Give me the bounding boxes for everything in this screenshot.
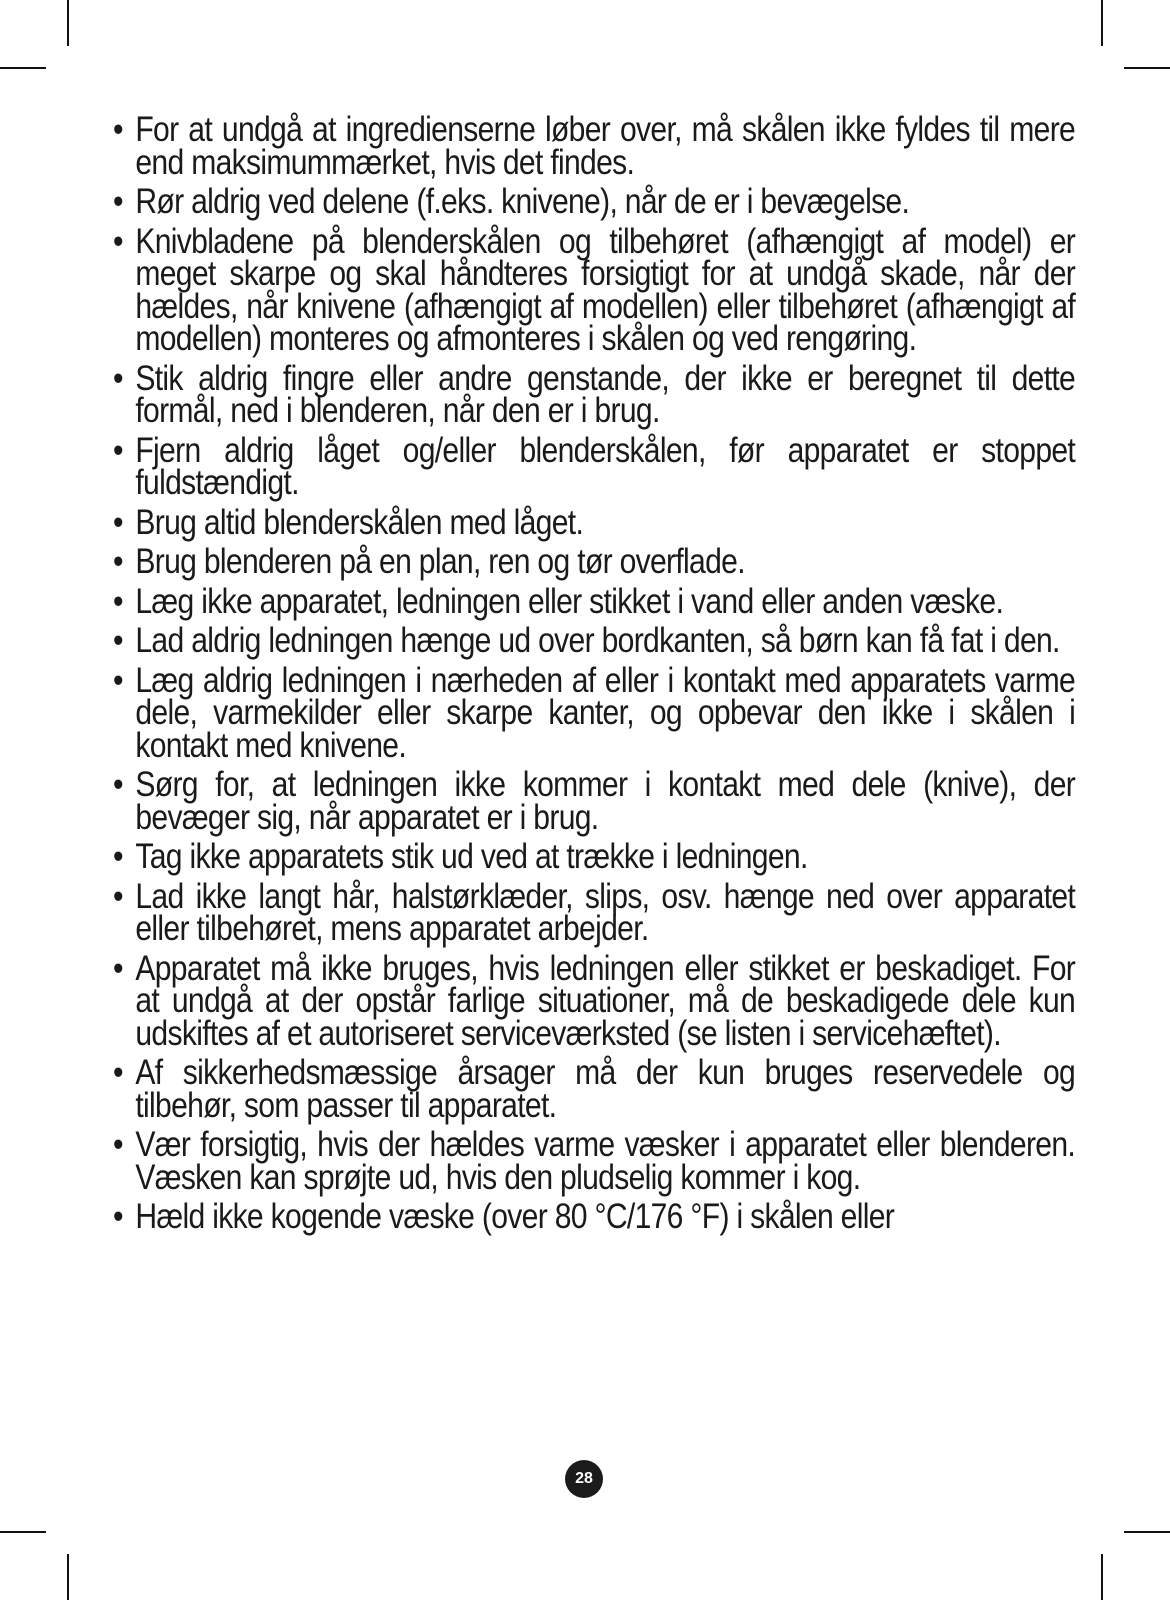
list-item: • Læg aldrig ledningen i nærheden af eller i kontakt med apparatets varme dele, varmekilder eller skarpe kanter, og opbevar den ikke i skålen i kontakt med knivene. [113,665,1075,763]
list-item: • Knivbladene på blenderskålen og tilbehøret (afhængigt af model) er meget skarpe og skal håndteres forsigtigt for at undgå skade, når der hældes, når knivene (afhængigt af modellen) eller tilbehøret (afhængigt af modellen) monteres og afmonteres i skålen og ved rengøring. [113,226,1075,356]
list-item: • Af sikkerhedsmæssige årsager må der kun bruges reservedele og tilbehør, som passer til apparatet. [113,1057,1075,1122]
list-item: • Apparatet må ikke bruges, hvis ledningen eller stikket er beskadiget. For at undgå at der opstår farlige situationer, må de beskadigede dele kun udskiftes af et autoriseret serviceværksted (se listen i servicehæftet). [113,953,1075,1051]
crop-mark-bottom-right-vertical [1101,1554,1103,1600]
list-item: • For at undgå at ingredienserne løber over, må skålen ikke fyldes til mere end maksimummærket, hvis det findes. [113,114,1075,179]
crop-mark-top-left-horizontal [0,67,46,69]
list-item: • Brug blenderen på en plan, ren og tør overflade. [113,546,1075,579]
crop-mark-bottom-left-vertical [67,1554,69,1600]
list-item: • Hæld ikke kogende væske (over 80 °C/176 °F) i skålen eller [113,1201,1075,1234]
list-item: • Tag ikke apparatets stik ud ved at trække i ledningen. [113,841,1075,874]
list-item: • Lad aldrig ledningen hænge ud over bordkanten, så børn kan få fat i den. [113,625,1075,658]
crop-mark-bottom-right-horizontal [1124,1531,1170,1533]
crop-mark-top-right-vertical [1101,0,1103,46]
safety-list [113,110,1076,1236]
safety-instructions [113,110,1076,1241]
list-item: • Sørg for, at ledningen ikke kommer i kontakt med dele (knive), der bevæger sig, når apparatet er i brug. [113,769,1075,834]
list-item: • Læg ikke apparatet, ledningen eller stikket i vand eller anden væske. [113,586,1075,619]
list-item: • Brug altid blenderskålen med låget. [113,507,1075,540]
crop-mark-bottom-left-horizontal [0,1531,46,1533]
list-item: • Stik aldrig fingre eller andre genstande, der ikke er beregnet til dette formål, ned i blenderen, når den er i brug. [113,363,1075,428]
list-item: • Vær forsigtig, hvis der hældes varme væsker i apparatet eller blenderen. Væsken kan sprøjte ud, hvis den pludselig kommer i kog. [113,1129,1075,1194]
list-item: • Rør aldrig ved delene (f.eks. knivene), når de er i bevægelse. [113,186,1075,219]
list-item: • Fjern aldrig låget og/eller blenderskålen, før apparatet er stoppet fuldstændigt. [113,435,1075,500]
crop-mark-top-left-vertical [67,0,69,46]
page-number-badge: 28 [565,1460,603,1498]
list-item: • Lad ikke langt hår, halstørklæder, slips, osv. hænge ned over apparatet eller tilbehøret, mens apparatet arbejder. [113,881,1075,946]
crop-mark-top-right-horizontal [1124,67,1170,69]
